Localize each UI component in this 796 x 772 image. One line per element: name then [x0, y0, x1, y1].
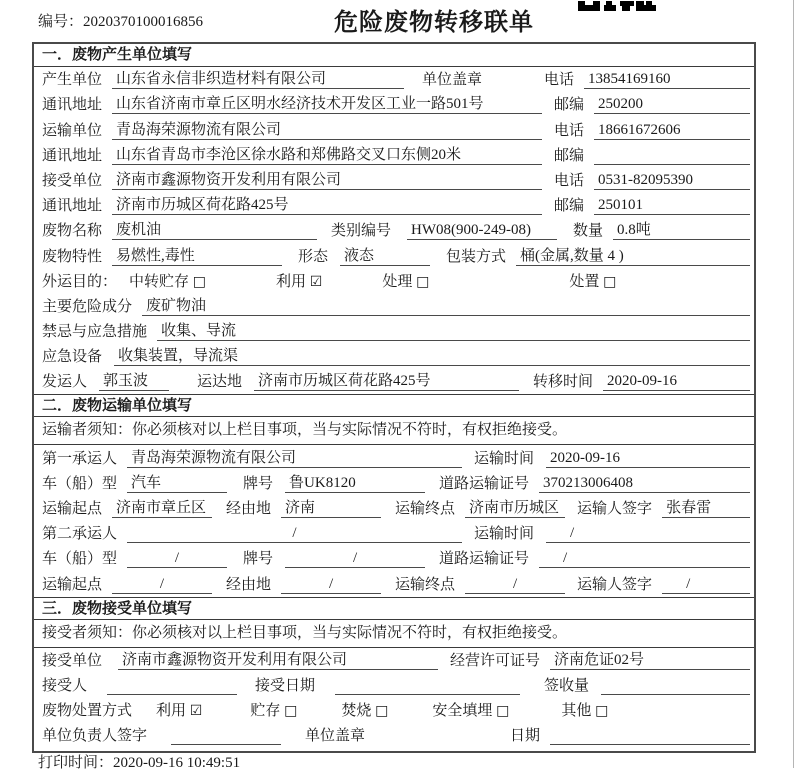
row-carrier1 [34, 445, 754, 470]
row-producer [34, 67, 754, 92]
producer-address-label: 通讯地址 [42, 97, 103, 114]
carrier2-label: 第二承运人 [42, 526, 118, 543]
row-transporter-address [34, 143, 754, 168]
route1-end-label: 运输终点 [395, 501, 456, 517]
unit-stamp-label: 单位盖章 [305, 728, 366, 745]
checkbox-disposal-store: 贮存 □ [250, 703, 298, 720]
row-accept-unit [34, 648, 754, 673]
waste-form-value: 液态 [340, 244, 430, 266]
vehicle1-permit-label: 道路运输证号 [439, 475, 530, 492]
row-route2 [34, 571, 754, 596]
producer-label: 产生单位 [42, 72, 103, 89]
row-producer-address [34, 92, 754, 117]
transfer-time-value: 2020-09-16 [603, 373, 750, 391]
disposal-use-checkbox-icon: ☑ [189, 703, 203, 720]
row-hazard-components [34, 294, 754, 319]
route2-end-value: / [465, 576, 565, 594]
section2-title: 二．废物运输单位填写 [34, 394, 754, 417]
vehicle2-permit-label: 道路运输证号 [439, 551, 530, 568]
emergency-label: 禁忌与应急措施 [42, 324, 148, 341]
section1-title: 一．废物产生单位填写 [34, 44, 754, 67]
vehicle1-type-label: 车（船）型 [42, 475, 118, 492]
disposal-incinerate-checkbox-icon: □ [375, 703, 389, 720]
producer-zip-label: 邮编 [554, 97, 585, 114]
license-label: 经营许可证号 [450, 652, 541, 669]
waste-form-label: 形态 [298, 248, 329, 265]
disposal-landfill-checkbox-icon: □ [496, 703, 510, 720]
producer-value: 山东省永信非织造材料有限公司 [112, 67, 404, 89]
waste-props-label: 废物特性 [42, 248, 103, 265]
waste-pack-value: 桶(金属,数量 4 ) [516, 244, 750, 266]
producer-zip-value: 250200 [594, 96, 750, 114]
vehicle1-plate-label: 牌号 [243, 475, 274, 492]
transporter-phone-label: 电话 [554, 122, 585, 139]
row-unit-signature [34, 723, 754, 748]
waste-pack-label: 包装方式 [446, 248, 507, 265]
waste-code-label: 类别编号 [331, 223, 392, 240]
waste-props-value: 易燃性,毒性 [112, 244, 282, 266]
hazard-value: 废矿物油 [142, 294, 750, 316]
row-carrier2 [34, 521, 754, 546]
waste-name-label: 废物名称 [42, 223, 103, 240]
section3-title: 三．废物接受单位填写 [34, 597, 754, 620]
carrier2-time-label: 运输时间 [474, 526, 535, 543]
checkbox-use: 利用 ☑ [276, 273, 323, 290]
carrier2-time-value: / [546, 525, 750, 543]
row-emergency-measures [34, 319, 754, 344]
serial-number [38, 10, 203, 31]
checkbox-transfer-storage: 中转贮存 □ [129, 273, 207, 290]
acceptor-label: 接受人 [42, 677, 88, 694]
row-disposal-method [34, 698, 754, 723]
transporter-address-value: 山东省青岛市李沧区徐水路和郑佛路交叉口东侧20米 [112, 143, 542, 165]
waste-code-value: HW08(900-249-08) [407, 222, 557, 240]
route1-end-value: 济南市历城区 [465, 496, 565, 518]
vehicle2-plate-value: / [285, 550, 425, 568]
destination-value: 济南市历城区荷花路425号 [254, 369, 519, 391]
row-acceptor [34, 673, 754, 698]
treat-checkbox-icon: □ [416, 273, 430, 290]
accept-unit-label: 接受单位 [42, 652, 103, 669]
transporter-phone-value: 18661672606 [594, 122, 750, 140]
route1-via-value: 济南 [281, 496, 381, 518]
received-qty-value [601, 694, 750, 695]
checkbox-dispose: 处置 □ [569, 273, 617, 290]
row-purpose [34, 269, 754, 294]
sign-date-label: 日期 [510, 728, 541, 745]
print-time-label: 打印时间： [38, 755, 114, 771]
route1-sign-value: 张春雷 [662, 496, 750, 518]
accept-date-label: 接受日期 [255, 677, 316, 694]
unit-signature-label: 单位负责人签字 [42, 728, 148, 745]
serial-label: 编号： [38, 14, 84, 30]
waste-qty-label: 数量 [573, 223, 604, 240]
route1-via-label: 经由地 [226, 501, 272, 517]
row-waste-name [34, 218, 754, 243]
route2-via-value: / [281, 576, 381, 594]
carrier1-time-label: 运输时间 [474, 450, 535, 467]
route2-via-label: 经由地 [226, 576, 272, 593]
use-checkbox-icon: ☑ [309, 273, 323, 290]
print-time [38, 751, 240, 772]
equipment-label: 应急设备 [42, 349, 103, 366]
route2-sign-label: 运输人签字 [577, 576, 653, 593]
checkbox-disposal-landfill: 安全填埋 □ [432, 703, 510, 720]
carrier2-value: / [127, 525, 462, 543]
receiver-value: 济南市鑫源物资开发利用有限公司 [112, 168, 542, 190]
purpose-label: 外运目的： [42, 273, 118, 290]
transporter-value: 青岛海荣源物流有限公司 [112, 118, 542, 140]
dispose-checkbox-icon: □ [603, 273, 617, 290]
producer-phone-value: 13854169160 [584, 71, 750, 89]
vehicle2-type-value: / [127, 550, 227, 568]
producer-address-value: 山东省济南市章丘区明水经济技术开发区工业一路501号 [112, 92, 542, 114]
disposal-label: 废物处置方式 [42, 703, 133, 720]
print-time-value: 2020-09-16 10:49:51 [113, 755, 241, 771]
waste-qty-value: 0.8吨 [613, 218, 750, 240]
transfer-storage-checkbox-icon: □ [192, 273, 207, 290]
vehicle1-type-value: 汽车 [127, 471, 227, 493]
accept-date-value [335, 694, 520, 695]
receiver-address-value: 济南市历城区荷花路425号 [112, 193, 542, 215]
row-route1 [34, 496, 754, 521]
page-right-edge [793, 0, 794, 768]
producer-phone-label: 电话 [544, 72, 575, 89]
route2-sign-value: / [662, 576, 750, 594]
received-qty-label: 签收量 [544, 677, 590, 694]
receiver-zip-value: 250101 [594, 197, 750, 215]
vehicle2-type-label: 车（船）型 [42, 551, 118, 568]
receiver-notice: 接受者须知：你必须核对以上栏目事项，当与实际情况不符时，有权拒绝接受。 [34, 620, 754, 648]
producer-stamp-label: 单位盖章 [422, 72, 483, 89]
carrier1-time-value: 2020-09-16 [546, 450, 750, 468]
serial-value: 2020370100016856 [83, 14, 204, 30]
route1-start-value: 济南市章丘区 [112, 496, 212, 518]
hazard-label: 主要危险成分 [42, 298, 133, 315]
route1-start-label: 运输起点 [42, 501, 103, 517]
checkbox-disposal-use: 利用 ☑ [156, 703, 203, 720]
receiver-address-label: 通讯地址 [42, 198, 103, 215]
dispatcher-value: 郭玉波 [99, 369, 169, 391]
sign-date-value [550, 744, 750, 745]
dispatcher-label: 发运人 [42, 374, 88, 391]
vehicle2-plate-label: 牌号 [243, 551, 274, 568]
receiver-label: 接受单位 [42, 172, 103, 189]
carrier1-label: 第一承运人 [42, 450, 118, 467]
route2-end-label: 运输终点 [395, 576, 456, 593]
vehicle1-plate-value: 鲁UK8120 [285, 471, 425, 493]
receiver-phone-label: 电话 [554, 172, 585, 189]
transporter-address-label: 通讯地址 [42, 147, 103, 164]
license-value: 济南危证02号 [550, 648, 750, 670]
equipment-value: 收集装置，导流渠 [114, 344, 750, 366]
route1-sign-label: 运输人签字 [577, 501, 653, 517]
vehicle2-permit-value: / [539, 550, 750, 568]
row-dispatch [34, 369, 754, 394]
manifest-form [32, 42, 756, 753]
row-receiver [34, 168, 754, 193]
checkbox-treat: 处理 □ [382, 273, 430, 290]
checkbox-disposal-other: 其他 □ [561, 703, 609, 720]
accept-unit-value: 济南市鑫源物资开发利用有限公司 [118, 648, 438, 670]
destination-label: 运达地 [197, 374, 243, 391]
page-title: 危险废物转移联单 [334, 9, 534, 36]
row-transporter [34, 117, 754, 142]
transporter-zip-value [594, 164, 750, 165]
transfer-time-label: 转移时间 [533, 374, 594, 391]
emergency-value: 收集、导流 [157, 319, 750, 341]
route2-start-value: / [112, 576, 212, 594]
transporter-zip-label: 邮编 [554, 147, 585, 164]
qr-code-fragment [578, 0, 658, 17]
carrier1-value: 青岛海荣源物流有限公司 [127, 446, 462, 468]
transporter-notice: 运输者须知：你必须核对以上栏目事项，当与实际情况不符时，有权拒绝接受。 [34, 417, 754, 445]
row-vehicle1 [34, 471, 754, 496]
receiver-phone-value: 0531-82095390 [594, 172, 750, 190]
checkbox-disposal-incinerate: 焚烧 □ [341, 703, 389, 720]
route2-start-label: 运输起点 [42, 576, 103, 593]
vehicle1-permit-value: 370213006408 [539, 475, 750, 493]
disposal-other-checkbox-icon: □ [595, 703, 609, 720]
row-emergency-equipment [34, 344, 754, 369]
row-vehicle2 [34, 546, 754, 571]
transporter-label: 运输单位 [42, 122, 103, 139]
unit-signature-value [171, 744, 281, 745]
row-waste-properties [34, 243, 754, 268]
receiver-zip-label: 邮编 [554, 198, 585, 215]
acceptor-value [107, 694, 237, 695]
waste-name-value: 废机油 [112, 218, 317, 240]
disposal-store-checkbox-icon: □ [284, 703, 298, 720]
row-receiver-address [34, 193, 754, 218]
